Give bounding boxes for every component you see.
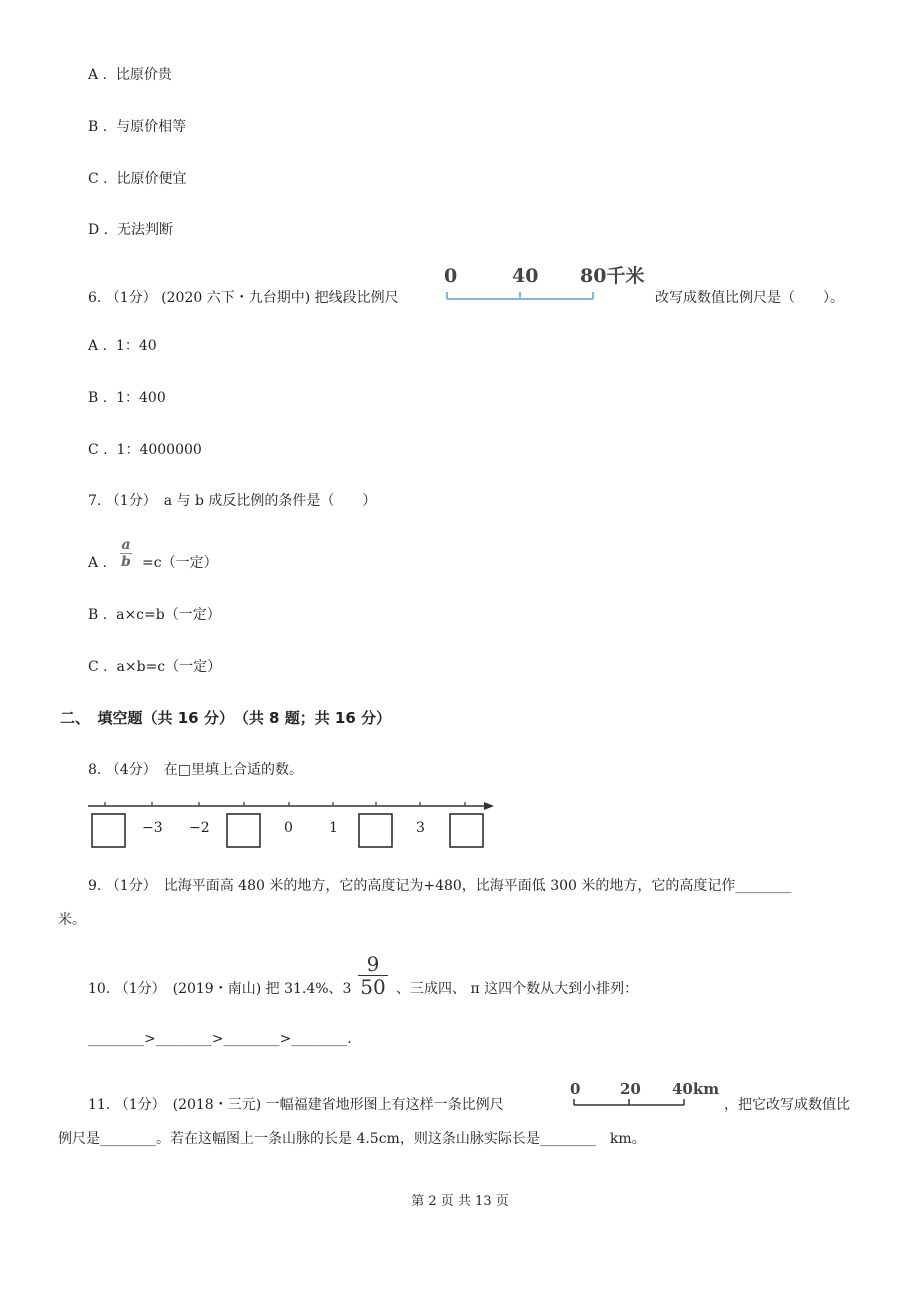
q8-number-line-figure (86, 796, 498, 852)
q7-option-a-fraction (118, 537, 134, 570)
q11-stem-after: ，把它改写成数值比 (724, 1097, 850, 1113)
q11-scale-bar-figure (570, 1078, 720, 1112)
answer-box[interactable] (227, 814, 260, 847)
q11-line2: 例尺是________。若在这幅图上一条山脉的长是 4.5cm，则这条山脉实际长是________ km。 (58, 1131, 646, 1147)
q5-option-b: B . 与原价相等 (88, 119, 187, 135)
q7-stem: 7. （1分） a 与 b 成反比例的条件是（ ） (88, 493, 377, 509)
q5-option-d: D . 无法判断 (88, 222, 174, 238)
q10-fraction-numerator: 9 (366, 952, 380, 976)
q6-scale-label-80: 80千米 (580, 265, 645, 287)
q6-stem-after: 改写成数值比例尺是（ ）。 (655, 290, 844, 306)
q11-stem-before: 11. （1分） (2018・三元) 一幅福建省地形图上有这样一条比例尺 (88, 1097, 504, 1113)
q9-line2: 米。 (58, 912, 86, 928)
q7-option-c: C . a×b=c（一定） (88, 659, 222, 675)
q7-fraction-numerator: a (121, 537, 131, 553)
q5-option-a: A . 比原价贵 (88, 67, 172, 83)
q6-option-a: A . 1：40 (88, 338, 157, 354)
q5-option-c: C . 比原价便宜 (88, 171, 187, 187)
q6-stem-before: 6. （1分） (2020 六下・九台期中) 把线段比例尺 (88, 290, 399, 306)
tick-label-minus-2: −2 (189, 820, 210, 836)
q6-option-c: C . 1：4000000 (88, 442, 202, 458)
q10-fraction-denominator: 50 (360, 975, 386, 999)
answer-box[interactable] (92, 814, 125, 847)
q6-option-b: B . 1：400 (88, 390, 166, 406)
tick-label-minus-3: −3 (142, 820, 163, 836)
page-footer: 第 2 页 共 13 页 (411, 1194, 509, 1209)
q7-option-a-label: A . (88, 555, 108, 571)
q6-scale-label-0: 0 (444, 265, 458, 287)
q7-option-a-text: =c（一定） (142, 555, 218, 571)
answer-box[interactable] (450, 814, 483, 847)
q11-scale-label-40km: 40km (672, 1080, 720, 1098)
number-line-arrow (484, 802, 494, 810)
tick-label-1: 1 (329, 820, 338, 836)
q7-fraction-denominator: b (121, 554, 131, 570)
section-2-title: 二、 填空题（共 16 分） （共 8 题；共 16 分） (60, 709, 392, 727)
q10-stem-before: 10. （1分） (2019・南山) 把 31.4%、3 (88, 981, 352, 997)
q11-scale-label-20: 20 (620, 1080, 641, 1098)
tick-label-3: 3 (416, 820, 425, 836)
answer-box[interactable] (359, 814, 392, 847)
q7-option-b: B . a×c=b（一定） (88, 607, 221, 623)
q10-fraction (358, 954, 388, 997)
q10-answer-blanks[interactable]: ________>________>________>________. (88, 1031, 352, 1047)
q6-scale-bar-figure (444, 262, 654, 304)
q11-scale-label-0: 0 (570, 1080, 581, 1098)
q8-stem: 8. （4分） 在□里填上合适的数。 (88, 762, 303, 778)
q6-scale-label-40: 40 (512, 265, 539, 287)
tick-label-0: 0 (284, 820, 293, 836)
q9-line1: 9. （1分） 比海平面高 480 米的地方，它的高度记为+480，比海平面低 300 米的地方，它的高度记作________ (88, 878, 792, 894)
q10-stem-after: 、三成四、 π 这四个数从大到小排列： (396, 981, 639, 997)
